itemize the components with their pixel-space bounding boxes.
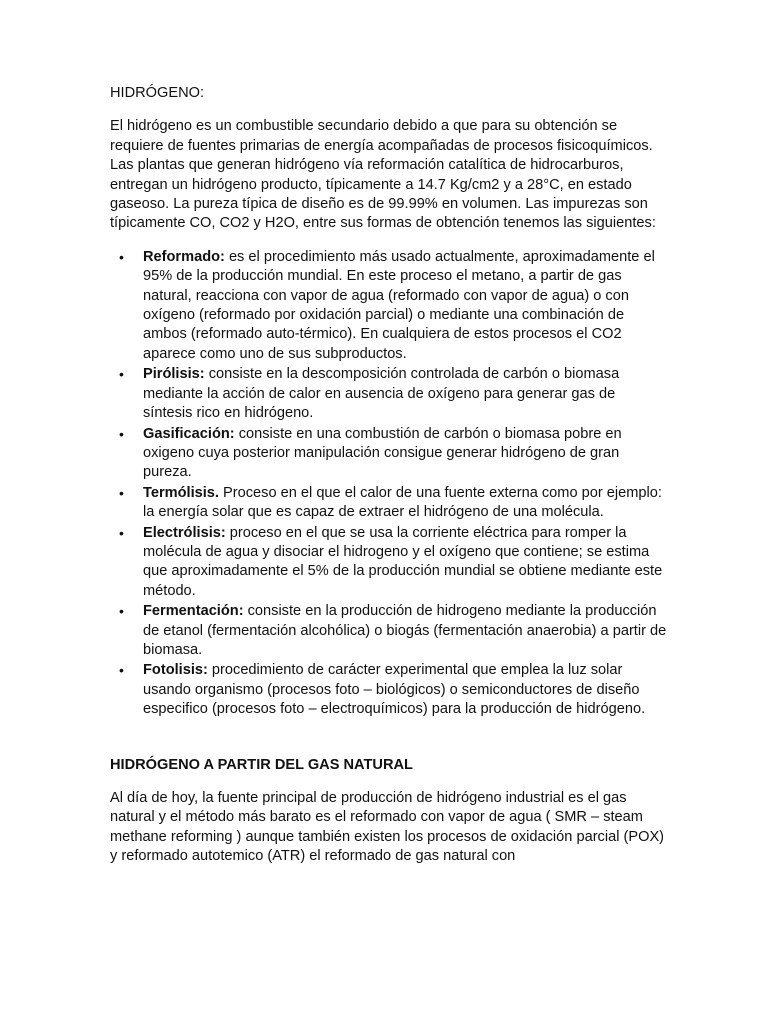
list-item [119,661,668,719]
item-text: Proceso en el que el calor de una fuente externa como por ejemplo: la energía solar que es capaz de extraer el hidrógeno de una molécula. [143,484,662,521]
item-term: Gasificación: [143,425,235,442]
list-item [119,425,668,483]
item-term: Reformado: [143,248,225,265]
item-text: consiste en una combustión de carbón o biomasa pobre en oxigeno cuya posterior manipulación consigue generar hidrógeno de gran pureza. [143,425,622,481]
bullet-icon: • [119,524,124,541]
item-text: es el procedimiento más usado actualmente, aproximadamente el 95% de la producción mundial. En este proceso el metano, a partir de gas natural, reacciona con vapor de agua (reformado con vapor de agua) o con oxígeno (reformado por oxidación parcial) o mediante una combinación de ambos (reformado auto-térmico). En cualquiera de estos procesos el CO2 aparece como uno de sus subproductos. [143,248,655,362]
section-paragraph: Al día de hoy, la fuente principal de producción de hidrógeno industrial es el gas natural y el método más barato es el reformado con vapor de agua ( SMR – steam methane reforming ) aunque también existen los procesos de oxidación parcial (POX) y reformado autotemico (ATR) el reformado de gas natural con [110,790,665,865]
list-item [119,365,668,423]
list-item [119,602,668,660]
item-text: proceso en el que se usa la corriente eléctrica para romper la molécula de agua y disociar el hidrogeno y el oxígeno que contiene; se estima que aproximadamente el 5% de la producción mundial se obtiene mediante este método. [143,524,663,599]
item-term: Fotolisis: [143,662,208,679]
section-heading: HIDRÓGENO A PARTIR DEL GAS NATURAL [110,756,413,773]
intro-paragraph: El hidrógeno es un combustible secundario debido a que para su obtención se requiere de fuentes primarias de energía acompañadas de procesos fisicoquímicos. Las plantas que generan hidrógeno vía reformación catalítica de hidrocarburos, entregan un hidrógeno producto, típicamente a 14.7 Kg/cm2 y a 28°C, en estado gaseoso. La pureza típica de diseño es de 99.99% en volumen. Las impurezas son típicamente CO, CO2 y H2O, entre sus formas de obtención tenemos las siguientes: [110,118,656,232]
item-text: consiste en la producción de hidrogeno mediante la producción de etanol (fermentación alcohólica) o biogás (fermentación anaerobia) a partir de biomasa. [143,603,667,658]
list-item [119,484,668,523]
item-term: Pirólisis: [143,366,205,383]
item-term: Termólisis. [143,484,219,501]
document-title: HIDRÓGENO: [110,85,205,101]
bullet-icon: • [119,425,124,442]
bullet-icon: • [119,366,124,383]
bullet-icon: • [119,248,124,265]
list-item [119,248,668,364]
bullet-icon: • [119,484,124,501]
item-term: Fermentación: [143,603,244,620]
list-item [119,524,668,602]
item-text: consiste en la descomposición controlada de carbón o biomasa mediante la acción de calor en ausencia de oxígeno para generar gas de síntesis rico en hidrógeno. [143,366,620,422]
bullet-icon: • [119,662,124,679]
methods-list [110,248,668,720]
item-text: procedimiento de carácter experimental que emplea la luz solar usando organismo (procesos foto – biológicos) o semiconductores de diseño especifico (procesos foto – electroquímicos) para la producción de hidrógeno. [143,662,646,718]
item-term: Electrólisis: [143,524,226,541]
bullet-icon: • [119,603,124,620]
